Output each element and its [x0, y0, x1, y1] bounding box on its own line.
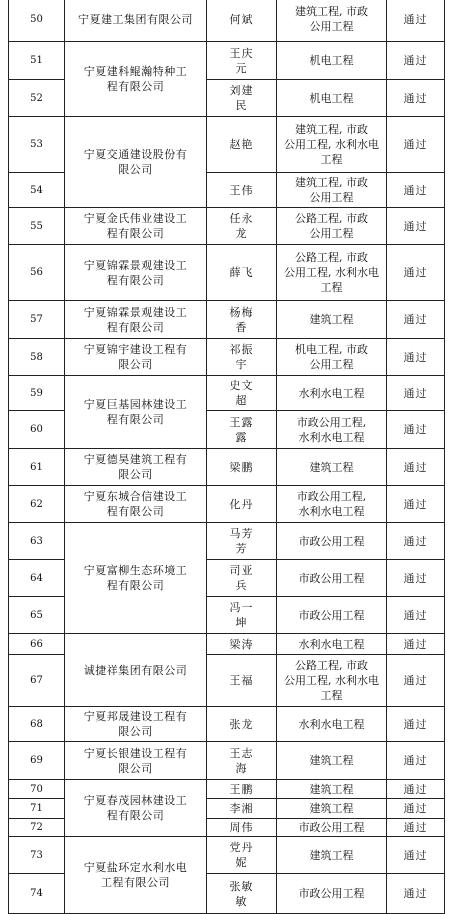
specialty-cell: 建筑工程	[277, 837, 387, 874]
result-cell: 通过	[387, 339, 445, 376]
company-cell: 宁夏锦霖景观建设工 程有限公司	[65, 245, 207, 301]
result-cell: 通过	[387, 707, 445, 742]
specialty-cell: 公路工程, 市政 公用工程, 水利水电 工程	[277, 245, 387, 301]
company-cell: 宁夏建工集团有限公司	[65, 0, 207, 42]
company-cell: 宁夏富柳生态环境工 程有限公司	[65, 523, 207, 634]
row-number: 67	[9, 655, 65, 707]
person-cell: 王伟	[207, 173, 277, 208]
result-cell: 通过	[387, 819, 445, 837]
table-row	[9, 301, 445, 339]
company-cell: 宁夏金氏伟业建设工 程有限公司	[65, 208, 207, 245]
table-row	[9, 449, 445, 486]
specialty-cell: 市政公用工程, 水利水电工程	[277, 411, 387, 449]
company-cell: 宁夏德昊建筑工程有 限公司	[65, 449, 207, 486]
row-number: 71	[9, 799, 65, 819]
company-cell: 宁夏锦霖景观建设工 程有限公司	[65, 301, 207, 339]
table-row	[9, 634, 445, 655]
result-cell: 通过	[387, 411, 445, 449]
specialty-cell: 建筑工程, 市政 公用工程	[277, 0, 387, 42]
person-cell: 化丹	[207, 486, 277, 523]
specialty-cell: 市政公用工程	[277, 874, 387, 914]
person-cell: 李湘	[207, 799, 277, 819]
person-cell: 祁振 宇	[207, 339, 277, 376]
company-cell: 宁夏锦宇建设工程有 限公司	[65, 339, 207, 376]
person-cell: 周伟	[207, 819, 277, 837]
row-number: 66	[9, 634, 65, 655]
specialty-cell: 水利水电工程	[277, 376, 387, 411]
result-cell: 通过	[387, 245, 445, 301]
result-cell: 通过	[387, 799, 445, 819]
result-cell: 通过	[387, 560, 445, 597]
person-cell: 史文 超	[207, 376, 277, 411]
person-cell: 冯一 坤	[207, 597, 277, 634]
result-cell: 通过	[387, 117, 445, 173]
person-cell: 赵艳	[207, 117, 277, 173]
specialty-cell: 机电工程, 市政 公用工程	[277, 339, 387, 376]
row-number: 56	[9, 245, 65, 301]
result-cell: 通过	[387, 780, 445, 799]
row-number: 69	[9, 742, 65, 780]
row-number: 55	[9, 208, 65, 245]
certification-results-table	[8, 0, 445, 914]
row-number: 60	[9, 411, 65, 449]
person-cell: 张龙	[207, 707, 277, 742]
specialty-cell: 市政公用工程	[277, 597, 387, 634]
result-cell: 通过	[387, 42, 445, 80]
result-cell: 通过	[387, 376, 445, 411]
row-number: 63	[9, 523, 65, 560]
company-cell: 宁夏长银建设工程有 限公司	[65, 742, 207, 780]
company-cell: 宁夏春茂园林建设工 程有限公司	[65, 780, 207, 837]
result-cell: 通过	[387, 742, 445, 780]
specialty-cell: 建筑工程, 市政 公用工程	[277, 173, 387, 208]
result-cell: 通过	[387, 874, 445, 914]
table-row	[9, 837, 445, 874]
table-row	[9, 117, 445, 173]
row-number: 72	[9, 819, 65, 837]
specialty-cell: 建筑工程, 市政 公用工程, 水利水电 工程	[277, 117, 387, 173]
result-cell: 通过	[387, 208, 445, 245]
person-cell: 王庆 元	[207, 42, 277, 80]
result-cell: 通过	[387, 523, 445, 560]
specialty-cell: 机电工程	[277, 42, 387, 80]
company-cell: 宁夏建科鲲瀚特种工 程有限公司	[65, 42, 207, 117]
result-cell: 通过	[387, 173, 445, 208]
person-cell: 张敏 敏	[207, 874, 277, 914]
result-cell: 通过	[387, 486, 445, 523]
person-cell: 司亚 兵	[207, 560, 277, 597]
specialty-cell: 建筑工程	[277, 799, 387, 819]
specialty-cell: 市政公用工程	[277, 560, 387, 597]
company-cell: 宁夏巨基园林建设工 程有限公司	[65, 376, 207, 449]
company-cell: 宁夏邦晟建设工程有 限公司	[65, 707, 207, 742]
person-cell: 马芳 芳	[207, 523, 277, 560]
table-row	[9, 707, 445, 742]
table-row	[9, 0, 445, 42]
person-cell: 王露 露	[207, 411, 277, 449]
person-cell: 王鹏	[207, 780, 277, 799]
row-number: 54	[9, 173, 65, 208]
person-cell: 王福	[207, 655, 277, 707]
result-cell: 通过	[387, 634, 445, 655]
specialty-cell: 市政公用工程, 水利水电工程	[277, 486, 387, 523]
result-cell: 通过	[387, 837, 445, 874]
company-cell: 宁夏交通建设股份有 限公司	[65, 117, 207, 208]
result-cell: 通过	[387, 597, 445, 634]
person-cell: 任永 龙	[207, 208, 277, 245]
row-number: 53	[9, 117, 65, 173]
row-number: 65	[9, 597, 65, 634]
table-row	[9, 780, 445, 799]
result-cell: 通过	[387, 449, 445, 486]
row-number: 70	[9, 780, 65, 799]
specialty-cell: 市政公用工程	[277, 819, 387, 837]
table-row	[9, 208, 445, 245]
row-number: 57	[9, 301, 65, 339]
person-cell: 梁涛	[207, 634, 277, 655]
person-cell: 杨梅 香	[207, 301, 277, 339]
specialty-cell: 水利水电工程	[277, 634, 387, 655]
person-cell: 梁鹏	[207, 449, 277, 486]
table-row	[9, 339, 445, 376]
table-row	[9, 42, 445, 80]
company-cell: 宁夏盐环定水利水电 工程有限公司	[65, 837, 207, 914]
row-number: 64	[9, 560, 65, 597]
result-cell: 通过	[387, 655, 445, 707]
company-cell: 宁夏东城合信建设工 程有限公司	[65, 486, 207, 523]
row-number: 59	[9, 376, 65, 411]
person-cell: 刘建 民	[207, 80, 277, 117]
specialty-cell: 水利水电工程	[277, 707, 387, 742]
specialty-cell: 建筑工程	[277, 742, 387, 780]
result-cell: 通过	[387, 0, 445, 42]
specialty-cell: 机电工程	[277, 80, 387, 117]
row-number: 68	[9, 707, 65, 742]
person-cell: 薛飞	[207, 245, 277, 301]
person-cell: 王志 海	[207, 742, 277, 780]
table-row	[9, 245, 445, 301]
table-row	[9, 742, 445, 780]
specialty-cell: 公路工程, 市政 公用工程	[277, 208, 387, 245]
specialty-cell: 建筑工程	[277, 301, 387, 339]
result-cell: 通过	[387, 80, 445, 117]
person-cell: 何斌	[207, 0, 277, 42]
table-row	[9, 486, 445, 523]
row-number: 61	[9, 449, 65, 486]
row-number: 62	[9, 486, 65, 523]
row-number: 50	[9, 0, 65, 42]
row-number: 51	[9, 42, 65, 80]
row-number: 52	[9, 80, 65, 117]
specialty-cell: 公路工程, 市政 公用工程, 水利水电 工程	[277, 655, 387, 707]
person-cell: 党丹 妮	[207, 837, 277, 874]
result-cell: 通过	[387, 301, 445, 339]
table-row	[9, 376, 445, 411]
row-number: 73	[9, 837, 65, 874]
specialty-cell: 建筑工程	[277, 449, 387, 486]
company-cell: 诚捷祥集团有限公司	[65, 634, 207, 707]
row-number: 58	[9, 339, 65, 376]
row-number: 74	[9, 874, 65, 914]
table-row	[9, 523, 445, 560]
specialty-cell: 建筑工程	[277, 780, 387, 799]
specialty-cell: 市政公用工程	[277, 523, 387, 560]
